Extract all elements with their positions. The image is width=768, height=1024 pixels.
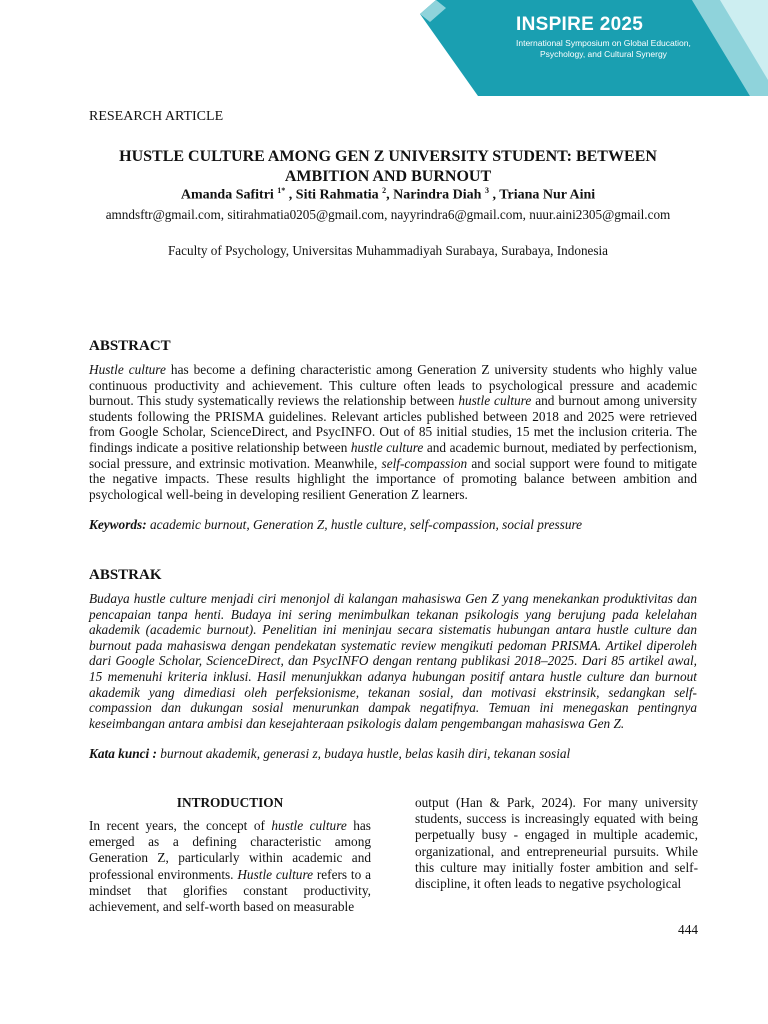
abstract-text-part: hustle culture — [350, 439, 424, 455]
keywords-label: Keywords: — [89, 517, 147, 532]
intro-text-part: has emerged as a defining characteristic among Generation Z, particularly within academic and professional environments. — [89, 818, 371, 882]
abstrak-heading: ABSTRAK — [89, 567, 162, 583]
author-affiliation-mark: 3 — [484, 186, 489, 195]
abstract-keywords — [89, 517, 697, 533]
author-affiliation-mark: 1* — [277, 186, 286, 195]
author-name: Siti Rahmatia — [295, 187, 383, 203]
abstract-text-part: and burnout among university students following the PRISMA guidelines. Relevant articles published between 2018 and 2025 were retrieved from Google Scholar, ScienceDirect, and PsycINFO. Out of 85 initial studies, 15 met the inclusion criteria. The findings indicate a positive relationship between — [89, 393, 698, 455]
conference-subtitle-line: International Symposium on Global Education, — [516, 38, 691, 48]
abstract-text-part: and social support were found to mitigate the negative impacts. These results highlight the importance of promoting balance between ambition and psychological well-being in developing resilient Generation Z learners. — [89, 455, 698, 502]
intro-text-part: Hustle culture — [237, 866, 314, 882]
intro-text-part: hustle culture — [271, 818, 347, 833]
author-name: Triana Nur Aini — [499, 187, 596, 203]
author-separator: , — [285, 187, 296, 203]
paper-title-line: HUSTLE CULTURE AMONG GEN Z UNIVERSITY STUDENT: BETWEEN — [119, 148, 657, 165]
introduction-right-column: output (Han & Park, 2024). For many university students, success is increasingly equated with being perpetually busy - engaged in multiple academic, organizational, and entrepreneurial pursuits. While this culture may initially foster ambition and self-discipline, it often leads to negative psychological — [415, 795, 698, 892]
abstract-text-part: hustle culture — [458, 393, 532, 409]
abstract-text-part: self-compassion — [381, 455, 468, 471]
abstrak-text: Budaya hustle culture menjadi ciri menonjol di kalangan mahasiswa Gen Z yang menekankan produktivitas dan pencapaian tanpa henti. Budaya ini sering menimbulkan tekanan psikologis yang berujung pada kelelahan akademik (academic burnout). Penelitian ini meninjau secara sistematis hubungan antara hustle culture dan burnout pada mahasiswa dengan pendekatan systematic review mengikuti pedoman PRISMA. Artikel diperoleh dari Google Scholar, ScienceDirect, dan PsycINFO dengan rentang publikasi 2018–2025. Dari 85 artikel awal, 15 memenuhi kriteria inklusi. Hasil menunjukkan adanya hubungan positif antara hustle culture dan burnout akademik yang dimediasi oleh perfeksionisme, tekanan sosial, dan motivasi ekstrinsik, sedangkan self-compassion dan dukungan sosial menurunkan dampak negatifnya. Temuan ini menegaskan pentingnya keseimbangan antara ambisi dan kesejahteraan psikologis dalam pengembangan mahasiswa Gen Z. — [89, 591, 697, 731]
intro-text-part: refers to a mindset that glorifies constant productivity, achievement, and self-worth based on measurable — [89, 866, 371, 915]
conference-subtitle — [516, 38, 752, 59]
page-number: 444 — [678, 922, 698, 937]
affiliation: Faculty of Psychology, Universitas Muhammadiyah Surabaya, Surabaya, Indonesia — [167, 243, 609, 258]
keywords-list: academic burnout, Generation Z, hustle culture, self-compassion, social pressure — [146, 517, 583, 532]
author-emails: amndsftr@gmail.com, sitirahmatia0205@gmail.com, nayyrindra6@gmail.com, nuur.aini2305@gmail.com — [105, 207, 671, 222]
kata-kunci-list: burnout akademik, generasi z, budaya hustle, belas kasih diri, tekanan sosial — [156, 746, 571, 761]
abstract-text-part: has become a defining characteristic among Generation Z university students who highly value continuous productivity and achievement. This culture often leads to psychological pressure and academic burnout. This study systematically reviews the relationship between — [89, 362, 697, 409]
intro-text-part: In recent years, the concept of — [89, 818, 272, 833]
introduction-heading: INTRODUCTION — [176, 795, 284, 810]
abstract-text-part: and academic burnout, mediated by perfectionism, social pressure, and extrinsic motivation. Meanwhile, — [89, 439, 697, 471]
abstrak-keywords — [89, 746, 697, 762]
abstract-heading: ABSTRACT — [89, 338, 171, 354]
kata-kunci-label: Kata kunci : — [89, 746, 157, 761]
author-affiliation-mark: 2 — [382, 186, 387, 195]
abstract-text-part: Hustle culture — [89, 362, 166, 377]
article-type: RESEARCH ARTICLE — [89, 109, 224, 124]
author-name: Narindra Diah — [393, 187, 485, 203]
author-separator: , — [488, 187, 500, 203]
author-name: Amanda Safitri — [180, 187, 278, 203]
conference-title: INSPIRE 2025 — [516, 14, 644, 35]
paper-title — [60, 147, 716, 187]
abstract-text — [89, 362, 697, 502]
conference-subtitle-line: Psychology, and Cultural Synergy — [540, 48, 667, 59]
introduction-left-column — [89, 818, 371, 915]
paper-title-line: AMBITION AND BURNOUT — [284, 168, 492, 185]
banner-text — [516, 14, 752, 59]
author-separator: , — [386, 187, 394, 203]
author-list — [60, 186, 716, 204]
